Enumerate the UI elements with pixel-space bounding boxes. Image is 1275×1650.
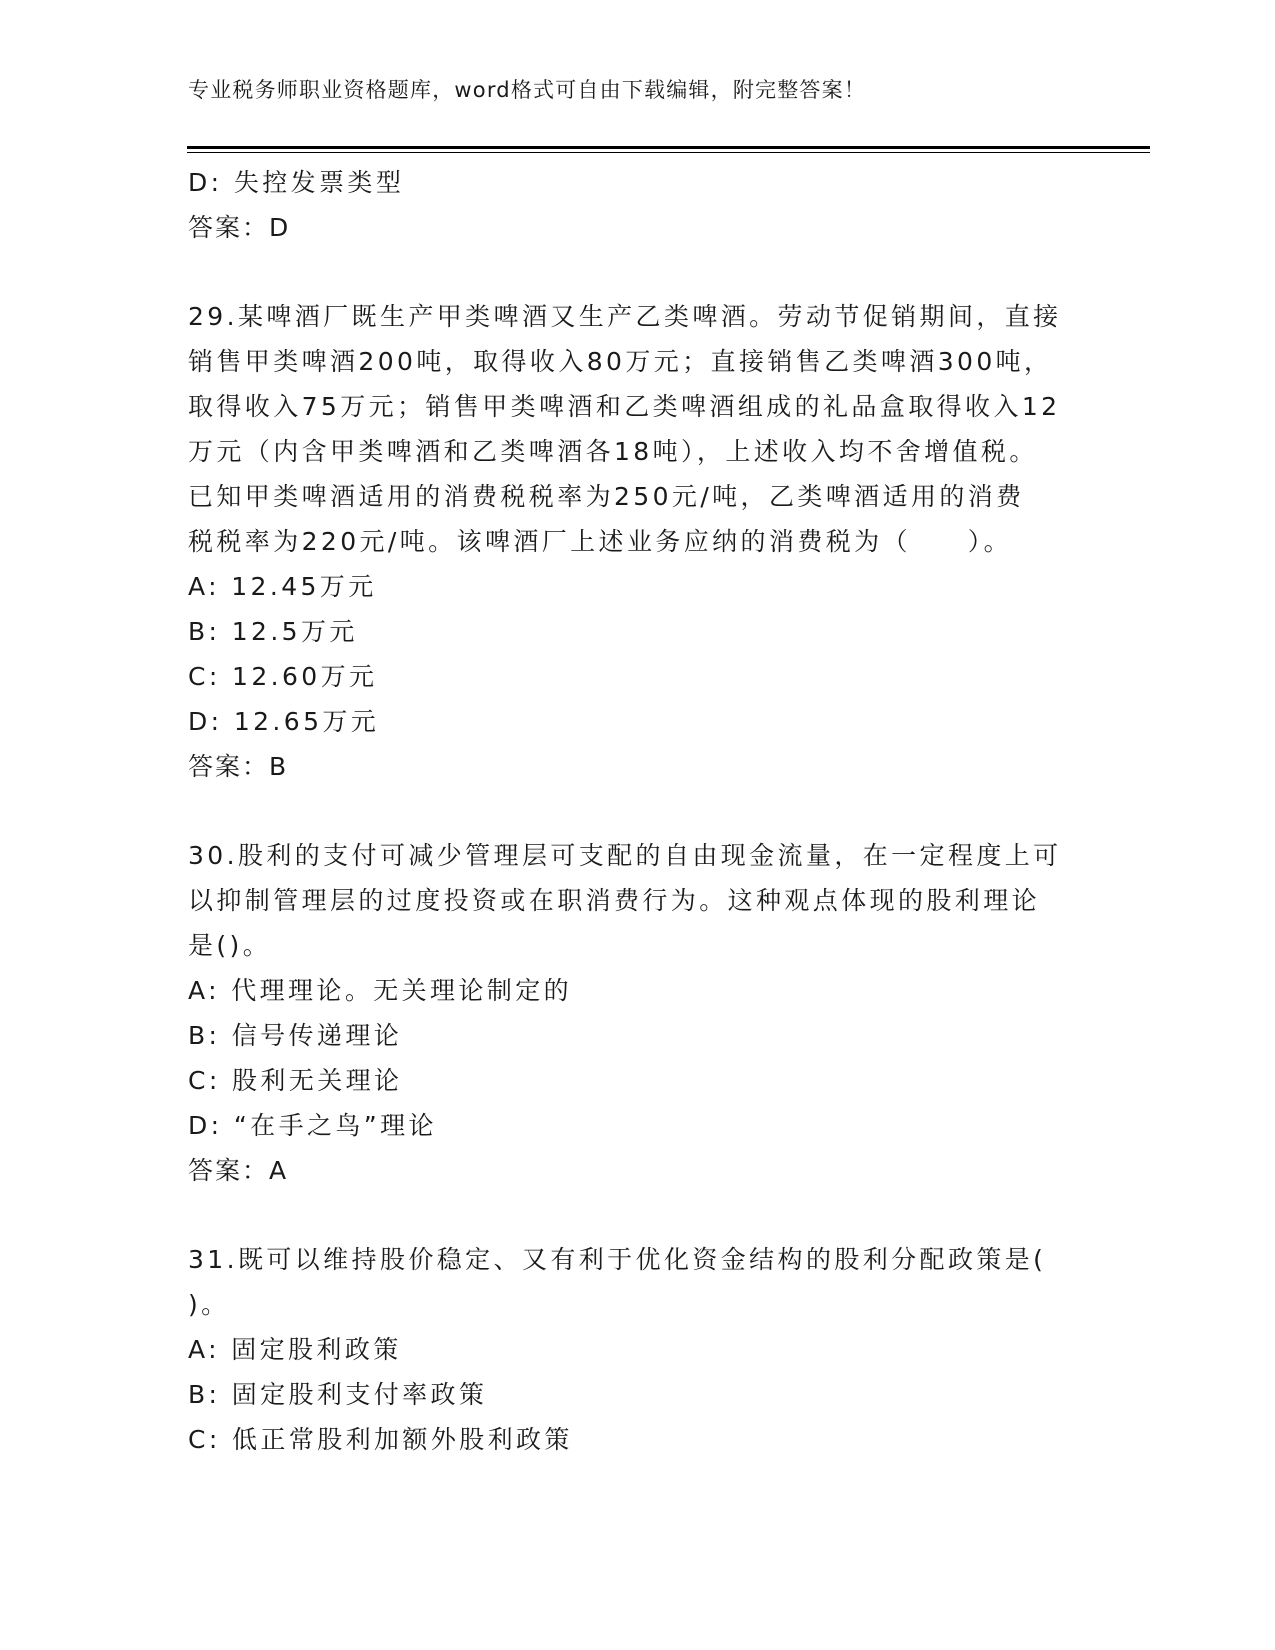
option-line: C: 股利无关理论: [188, 1066, 403, 1095]
option-line: D: 失控发票类型: [188, 168, 405, 197]
option-line: B: 固定股利支付率政策: [188, 1380, 488, 1409]
question-stem-line: )。: [188, 1290, 230, 1319]
option-line: B: 12.5万元: [188, 617, 358, 646]
question-stem-line: 已知甲类啤酒适用的消费税税率为250元/吨，乙类啤酒适用的消费: [188, 482, 1025, 511]
header-rule-thin: [187, 152, 1150, 153]
answer-line: 答案：B: [188, 752, 289, 781]
option-line: C: 低正常股利加额外股利政策: [188, 1425, 573, 1454]
option-line: D: 12.65万元: [188, 707, 380, 736]
section-gap: [188, 1193, 1088, 1237]
question-stem-line: 30.股利的支付可减少管理层可支配的自由现金流量，在一定程度上可: [188, 841, 1062, 870]
question-stem-line: 取得收入75万元；销售甲类啤酒和乙类啤酒组成的礼品盒取得收入12: [188, 392, 1061, 421]
page-header: 专业税务师职业资格题库，word格式可自由下载编辑，附完整答案！: [188, 78, 867, 102]
section-gap: [188, 250, 1088, 294]
section-gap: [188, 789, 1088, 833]
option-line: A: 代理理论。无关理论制定的: [188, 976, 573, 1005]
option-line: C: 12.60万元: [188, 662, 378, 691]
option-line: A: 固定股利政策: [188, 1335, 402, 1364]
option-line: B: 信号传递理论: [188, 1021, 403, 1050]
option-line: D: “在手之鸟”理论: [188, 1111, 437, 1140]
question-stem-line: 销售甲类啤酒200吨，取得收入80万元；直接销售乙类啤酒300吨，: [188, 347, 1053, 376]
question-stem-line: 是()。: [188, 931, 272, 960]
question-stem-line: 税税率为220元/吨。该啤酒厂上述业务应纳的消费税为（ ）。: [188, 527, 1013, 556]
question-stem-line: 29.某啤酒厂既生产甲类啤酒又生产乙类啤酒。劳动节促销期间，直接: [188, 302, 1062, 331]
question-stem-line: 31.既可以维持股价稳定、又有利于优化资金结构的股利分配政策是(: [188, 1245, 1047, 1274]
question-stem-line: 万元（内含甲类啤酒和乙类啤酒各18吨），上述收入均不舍增值税。: [188, 437, 1038, 466]
question-stem-line: 以抑制管理层的过度投资或在职消费行为。这种观点体现的股利理论: [188, 886, 1041, 915]
option-line: A: 12.45万元: [188, 572, 377, 601]
answer-line: 答案：D: [188, 213, 291, 242]
answer-line: 答案：A: [188, 1156, 289, 1185]
question-content: [188, 160, 1088, 1462]
header-rule-thick: [187, 146, 1150, 149]
